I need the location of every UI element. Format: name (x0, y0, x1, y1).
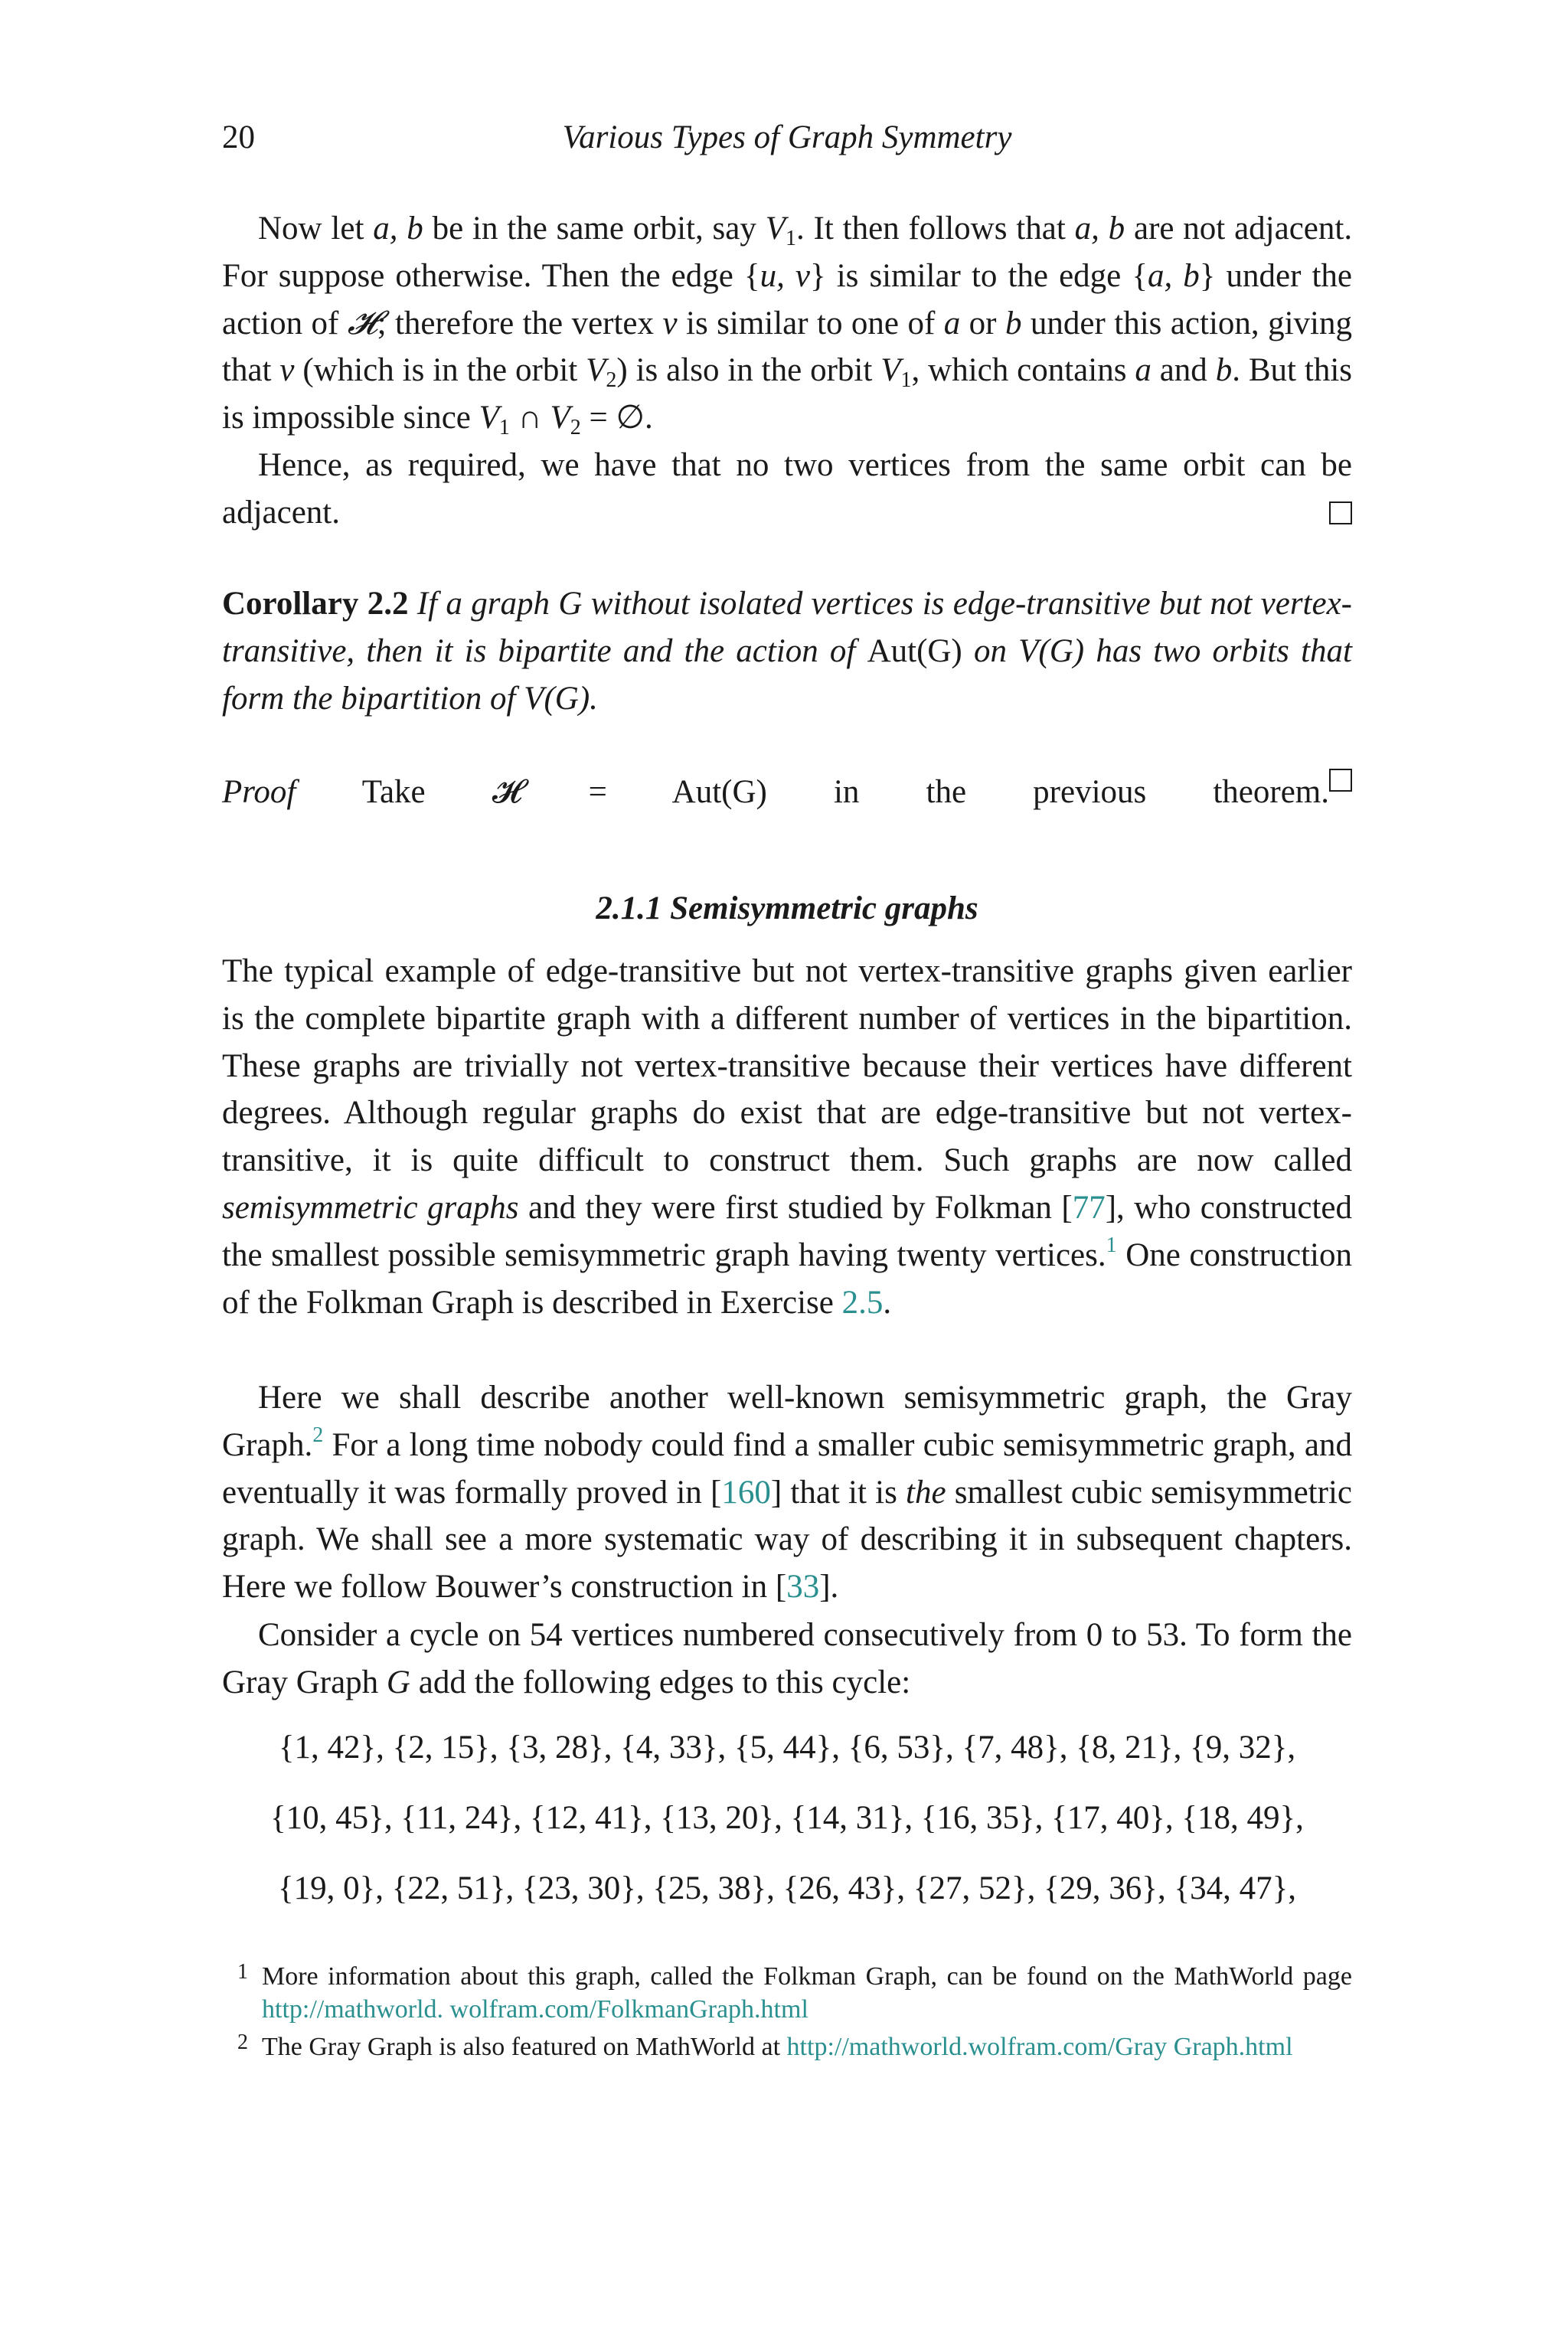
citation-link[interactable]: 33 (786, 1569, 820, 1606)
paragraph-gray-graph: Here we shall describe another well-known semisymmetric graph, the Gray Graph.$^2$ For a long time nobody could find a smaller cubic semisymmetric graph, and eventually it was formally proved in [160] that it is the smallest cubic semisymmetric graph. We shall see a more systematic way of describing it in subsequent chapters. Here we follow Bouwer’s construction in [33]. (222, 1380, 1352, 1606)
corollary-label: Corollary 2.2 (222, 586, 409, 622)
edge-list-line: {10, 45}, {11, 24}, {12, 41}, {13, 20}, {14, 31}, {16, 35}, {17, 40}, {18, 49}, (270, 1800, 1304, 1836)
section-title: 2.1.1 Semisymmetric graphs (596, 890, 978, 926)
url-link[interactable]: http://mathworld. wolfram.com/FolkmanGraph.html (262, 1995, 808, 2024)
exercise-link[interactable]: 2.5 (841, 1284, 884, 1321)
proof: Proof Take 𝓗 = Aut(G) in the previous theorem. (222, 769, 1352, 816)
edge-list-line: {19, 0}, {22, 51}, {23, 30}, {25, 38}, {26, 43}, {27, 52}, {29, 36}, {34, 47}, (278, 1870, 1296, 1906)
footnote-ref-link[interactable]: 1 (1106, 1233, 1117, 1257)
page-header (222, 119, 1352, 172)
qed-box-icon (1329, 769, 1352, 792)
paragraph-conclusion: Hence, as required, we have that no two vertices from the same orbit can be adjacent. (222, 447, 1352, 531)
footnote-2: 2 The Gray Graph is also featured on MathWorld at http://mathworld.wolfram.com/Gray Graph.html (237, 2030, 1293, 2061)
footnote-1: 1 More information about this graph, called the Folkman Graph, can be found on the MathWorld page http://mathworld. wolfram.com/FolkmanGraph.html (237, 1960, 1352, 2024)
proof-label: Proof (222, 774, 296, 810)
footnote-ref-link[interactable]: 2 (312, 1423, 324, 1447)
citation-link[interactable]: 160 (721, 1474, 771, 1511)
paragraph-semisymmetric: The typical example of edge-transitive but not vertex-transitive graphs given earlier is the complete bipartite graph with a different number of vertices in the bipartition. These graphs are trivially not vertex-transitive because their vertices have different degrees. Although regular graphs do exist that are edge-transitive but not vertex-transitive, it is quite difficult to construct them. Such graphs are now called semisymmetric graphs and they were first studied by Folkman [77], who constructed the smallest possible semisymmetric graph having twenty vertices.$^1$ One construction of the Folkman Graph is described in Exercise 2.5. (222, 953, 1353, 1321)
corollary-2-2: Corollary 2.2 If a graph G without isolated vertices is edge-transitive but not vertex-transitive, then it is bipartite and the action of Aut(G) on V(G) has two orbits that form the bipartition of V(G). (222, 586, 1352, 717)
citation-link[interactable]: 77 (1072, 1189, 1106, 1226)
qed-box-icon (1329, 501, 1352, 524)
url-link[interactable]: http://mathworld.wolfram.com/Gray Graph.html (786, 2033, 1293, 2061)
running-title: Various Types of Graph Symmetry (562, 119, 1012, 155)
paragraph-orbit-argument: Now let a, b be in the same orbit, say $V_1$. It then follows that a, b are not adjacent. For suppose otherwise. Then the edge {u, v} is similar to the edge {a, b} under the action of 𝓗; therefore the vertex v is similar to one of a or b under this action, giving that v (which is in the orbit $V_2$) is also in the orbit $V_1$, which contains a and b. But this is impossible since $V_1$ ∩ $V_2$ = ∅. (222, 211, 1353, 440)
edge-list-line: {1, 42}, {2, 15}, {3, 28}, {4, 33}, {5, 44}, {6, 53}, {7, 48}, {8, 21}, {9, 32}, (278, 1730, 1296, 1766)
paragraph-construction: Consider a cycle on 54 vertices numbered consecutively from 0 to 53. To form the Gray Graph G add the following edges to this cycle: (222, 1617, 1352, 1700)
page-number: 20 (222, 119, 255, 155)
